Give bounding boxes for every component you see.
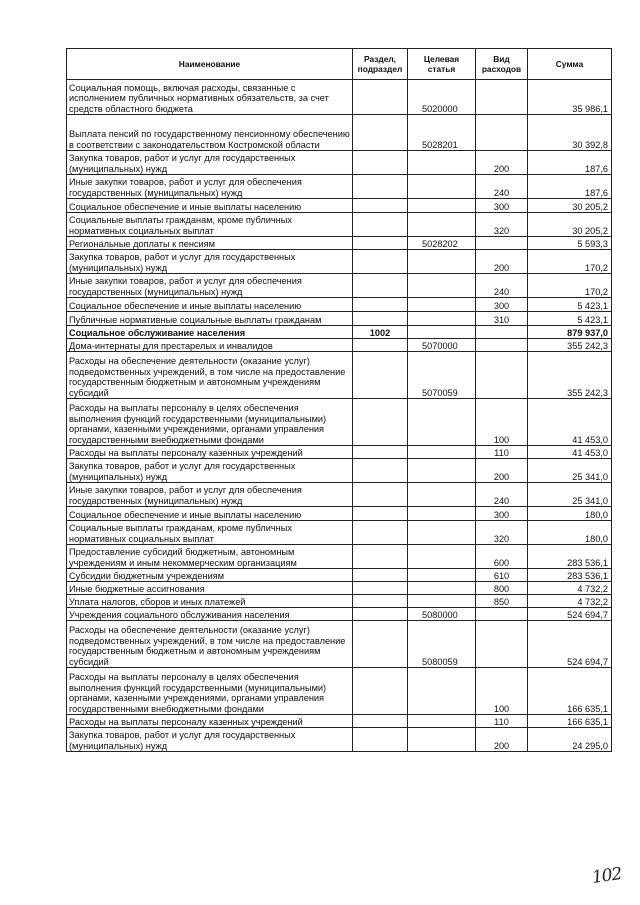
row-name-cell: Закупка товаров, работ и услуг для государственных (муниципальных) нужд [67,250,353,274]
row-kind-cell [476,237,528,250]
row-name-cell: Учреждения социального обслуживания населения [67,608,353,621]
row-sum-cell: 283 536,1 [528,545,612,569]
row-kind-cell: 110 [476,446,528,459]
table-row [67,326,612,339]
row-sum-cell: 4 732,2 [528,582,612,595]
row-kind-cell: 200 [476,459,528,483]
row-article-cell [408,199,476,213]
row-name-cell: Социальное обеспечение и иные выплаты населению [67,507,353,521]
row-sum-cell: 25 341,0 [528,483,612,507]
row-sum-cell: 4 732,2 [528,595,612,608]
row-article-cell: 5070059 [408,352,476,399]
row-sum-cell: 170,2 [528,274,612,298]
row-kind-cell: 110 [476,715,528,728]
row-article-cell [408,446,476,459]
table-row [67,399,612,446]
row-sum-cell: 5 423,1 [528,298,612,312]
row-kind-cell [476,608,528,621]
table-row [67,199,612,213]
row-kind-cell [476,621,528,668]
row-kind-cell: 200 [476,728,528,752]
row-section-cell [353,545,408,569]
row-article-cell [408,545,476,569]
row-sum-cell: 30 392,8 [528,115,612,151]
row-name-cell: Расходы на обеспечение деятельности (оказание услуг) подведомственных учреждений, в том числе на предоставление государственным бюджетным и автономным учреждениям субсидий [67,621,353,668]
row-kind-cell: 200 [476,250,528,274]
row-name-cell: Уплата налогов, сборов и иных платежей [67,595,353,608]
table-header-row [67,49,612,80]
row-kind-cell: 240 [476,175,528,199]
table-row [67,483,612,507]
table-row [67,274,612,298]
row-article-cell [408,595,476,608]
header-section: Раздел, подраздел [353,49,408,80]
row-section-cell [353,115,408,151]
row-name-cell: Закупка товаров, работ и услуг для государственных (муниципальных) нужд [67,459,353,483]
row-name-cell: Расходы на выплаты персоналу в целях обеспечения выполнения функций государственными (муниципальными) органами, казенными учреждениями, органами управления государственными внебюджетными фондами [67,399,353,446]
row-article-cell [408,521,476,545]
row-sum-cell: 35 986,1 [528,80,612,115]
row-article-cell [408,274,476,298]
row-sum-cell: 355 242,3 [528,352,612,399]
table-row [67,569,612,582]
row-name-cell: Расходы на выплаты персоналу в целях обеспечения выполнения функций государственными (муниципальными) органами, казенными учреждениями, органами управления государственными внебюджетными фондами [67,668,353,715]
row-sum-cell: 25 341,0 [528,459,612,483]
row-kind-cell [476,352,528,399]
header-sum: Сумма [528,49,612,80]
table-row [67,545,612,569]
row-kind-cell [476,115,528,151]
row-section-cell [353,446,408,459]
row-article-cell [408,459,476,483]
table-row [67,115,612,151]
table-row [67,352,612,399]
row-sum-cell: 166 635,1 [528,668,612,715]
handwritten-page-number: 102 [590,864,623,888]
row-kind-cell: 240 [476,483,528,507]
row-section-cell [353,621,408,668]
header-kind: Вид расходов [476,49,528,80]
row-article-cell: 5020000 [408,80,476,115]
row-article-cell [408,213,476,237]
row-section-cell [353,507,408,521]
table-row [67,250,612,274]
row-sum-cell: 180,0 [528,521,612,545]
row-article-cell: 5028201 [408,115,476,151]
table-row [67,175,612,199]
row-article-cell [408,312,476,326]
row-section-cell [353,250,408,274]
row-sum-cell: 355 242,3 [528,339,612,352]
table-row [67,151,612,175]
table-row [67,582,612,595]
row-section-cell [353,312,408,326]
row-article-cell [408,250,476,274]
row-sum-cell: 170,2 [528,250,612,274]
row-sum-cell: 5 423,1 [528,312,612,326]
row-sum-cell: 24 295,0 [528,728,612,752]
row-article-cell: 5028202 [408,237,476,250]
row-kind-cell: 610 [476,569,528,582]
row-kind-cell: 310 [476,312,528,326]
table-row [67,668,612,715]
table-row [67,213,612,237]
row-article-cell [408,668,476,715]
row-kind-cell: 240 [476,274,528,298]
row-sum-cell: 283 536,1 [528,569,612,582]
row-kind-cell: 100 [476,399,528,446]
table-body [67,80,612,752]
row-article-cell [408,483,476,507]
row-name-cell: Иные закупки товаров, работ и услуг для обеспечения государственных (муниципальных) нужд [67,274,353,298]
row-sum-cell: 187,6 [528,151,612,175]
table-row [67,446,612,459]
row-article-cell [408,507,476,521]
row-article-cell [408,582,476,595]
table-row [67,608,612,621]
table-row [67,312,612,326]
table-row [67,339,612,352]
row-sum-cell: 30 205,2 [528,213,612,237]
row-kind-cell: 300 [476,199,528,213]
row-section-cell [353,569,408,582]
row-article-cell [408,298,476,312]
row-name-cell: Социальное обеспечение и иные выплаты населению [67,298,353,312]
row-sum-cell: 879 937,0 [528,326,612,339]
row-kind-cell: 200 [476,151,528,175]
row-sum-cell: 524 694,7 [528,608,612,621]
row-section-cell [353,175,408,199]
table-row [67,521,612,545]
row-section-cell [353,521,408,545]
row-name-cell: Субсидии бюджетным учреждениям [67,569,353,582]
row-article-cell [408,399,476,446]
row-section-cell [353,237,408,250]
row-sum-cell: 187,6 [528,175,612,199]
row-name-cell: Иные закупки товаров, работ и услуг для обеспечения государственных (муниципальных) нужд [67,483,353,507]
row-article-cell [408,569,476,582]
row-sum-cell: 524 694,7 [528,621,612,668]
row-article-cell [408,728,476,752]
table-row [67,728,612,752]
row-section-cell [353,728,408,752]
row-article-cell [408,326,476,339]
header-article: Целевая статья [408,49,476,80]
row-section-cell [353,399,408,446]
row-name-cell: Предоставление субсидий бюджетным, автономным учреждениям и иным некоммерческим организациям [67,545,353,569]
table-row [67,715,612,728]
row-article-cell: 5080000 [408,608,476,621]
row-sum-cell: 5 593,3 [528,237,612,250]
row-name-cell: Выплата пенсий по государственному пенсионному обеспечению в соответствии с законодательством Костромской области [67,115,353,151]
row-section-cell [353,151,408,175]
row-kind-cell: 320 [476,521,528,545]
row-name-cell: Социальное обслуживание населения [67,326,353,339]
row-kind-cell: 800 [476,582,528,595]
row-article-cell [408,715,476,728]
row-sum-cell: 30 205,2 [528,199,612,213]
row-sum-cell: 41 453,0 [528,446,612,459]
row-kind-cell: 100 [476,668,528,715]
row-name-cell: Социальное обеспечение и иные выплаты населению [67,199,353,213]
row-section-cell [353,298,408,312]
row-section-cell [353,715,408,728]
row-section-cell [353,352,408,399]
row-name-cell: Публичные нормативные социальные выплаты гражданам [67,312,353,326]
row-section-cell [353,582,408,595]
row-section-cell [353,274,408,298]
row-section-cell [353,608,408,621]
row-kind-cell: 320 [476,213,528,237]
row-sum-cell: 41 453,0 [528,399,612,446]
row-name-cell: Иные бюджетные ассигнования [67,582,353,595]
row-kind-cell: 850 [476,595,528,608]
row-article-cell: 5080059 [408,621,476,668]
header-name: Наименование [67,49,353,80]
row-name-cell: Дома-интернаты для престарелых и инвалидов [67,339,353,352]
table-row [67,459,612,483]
table-row [67,80,612,115]
row-kind-cell: 300 [476,507,528,521]
row-name-cell: Социальные выплаты гражданам, кроме публичных нормативных социальных выплат [67,213,353,237]
row-kind-cell: 300 [476,298,528,312]
row-section-cell [353,668,408,715]
row-kind-cell [476,326,528,339]
row-article-cell: 5070000 [408,339,476,352]
table-row [67,507,612,521]
row-name-cell: Расходы на выплаты персоналу казенных учреждений [67,446,353,459]
budget-table [66,48,612,752]
row-section-cell [353,595,408,608]
row-sum-cell: 166 635,1 [528,715,612,728]
row-name-cell: Расходы на обеспечение деятельности (оказание услуг) подведомственных учреждений, в том числе на предоставление государственным бюджетным и автономным учреждениям субсидий [67,352,353,399]
row-kind-cell [476,80,528,115]
row-section-cell [353,483,408,507]
row-article-cell [408,151,476,175]
table-row [67,595,612,608]
row-sum-cell: 180,0 [528,507,612,521]
row-kind-cell [476,339,528,352]
row-name-cell: Социальная помощь, включая расходы, связанные с исполнением публичных нормативных обязательств, за счет средств областного бюджета [67,80,353,115]
row-section-cell [353,339,408,352]
table-row [67,237,612,250]
row-section-cell: 1002 [353,326,408,339]
table-row [67,621,612,668]
row-section-cell [353,80,408,115]
row-section-cell [353,459,408,483]
table-row [67,298,612,312]
row-section-cell [353,199,408,213]
row-name-cell: Социальные выплаты гражданам, кроме публичных нормативных социальных выплат [67,521,353,545]
row-name-cell: Региональные доплаты к пенсиям [67,237,353,250]
row-name-cell: Иные закупки товаров, работ и услуг для обеспечения государственных (муниципальных) нужд [67,175,353,199]
row-name-cell: Расходы на выплаты персоналу казенных учреждений [67,715,353,728]
row-name-cell: Закупка товаров, работ и услуг для государственных (муниципальных) нужд [67,151,353,175]
row-article-cell [408,175,476,199]
row-section-cell [353,213,408,237]
budget-table-page [66,48,611,752]
row-kind-cell: 600 [476,545,528,569]
row-name-cell: Закупка товаров, работ и услуг для государственных (муниципальных) нужд [67,728,353,752]
